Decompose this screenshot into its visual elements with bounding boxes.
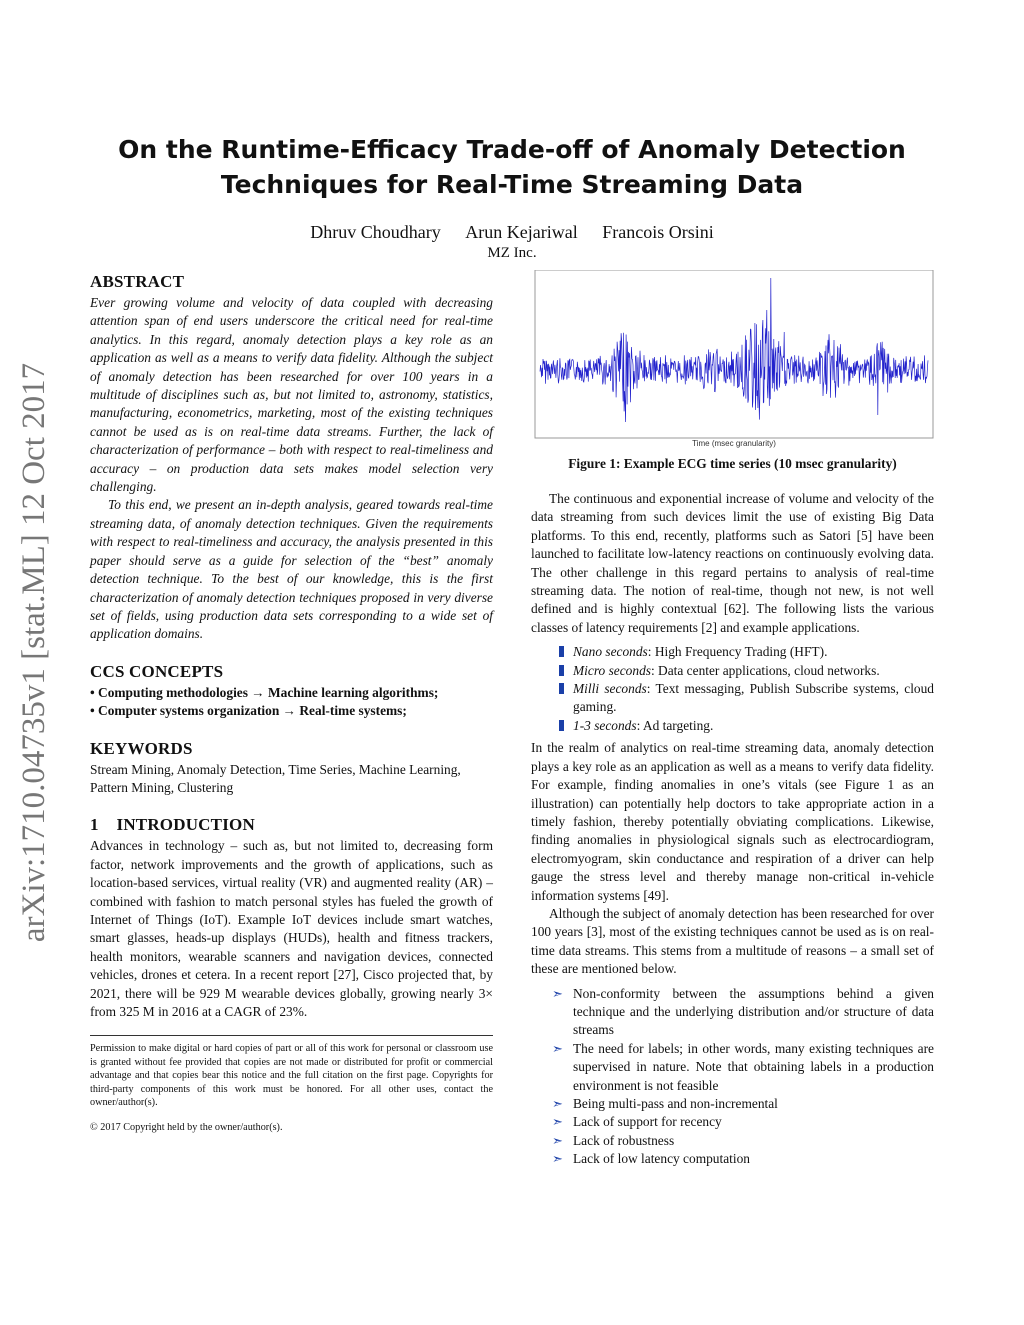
arrowhead-bullet-icon: ➣ <box>552 1040 563 1056</box>
ccs-line-1: • Computing methodologies → Machine learning algorithms; <box>90 684 439 700</box>
square-bullet-icon <box>559 665 564 676</box>
author-list <box>100 220 924 244</box>
ccs-heading: CCS CONCEPTS <box>90 661 224 681</box>
intro-heading: 1 INTRODUCTION <box>90 815 255 835</box>
intro-paragraph-1: Advances in technology – such as, but not limited to, decreasing form factor, network improvements and the growth of applications, such as location-based services, virtual reality (VR) and augmented reality (AR) – combined with fashion to match personal styles has fueled the growth of Internet of Things (IoT). Example IoT devices include smart watches, smart glasses, heads-up displays (HUDs), health and fitness trackers, health monitors, wearable scanners and navigation devices, connected vehicles, drones et cetera. In a recent report [27], Cisco projected that, by 2021, there will be 929 M wearable devices globally, growing nearly 3× from 325 M in 2016 at a CAGR of 23%. <box>90 838 493 1019</box>
ccs-line-2: • Computer systems organization → Real-time systems; <box>90 703 407 719</box>
author-1: Dhruv Choudhary <box>310 222 441 242</box>
copyright-notice: © 2017 Copyright held by the owner/author(s). <box>90 1122 283 1134</box>
footnote <box>90 1042 493 1134</box>
arxiv-stamp: arXiv:1710.04735v1 [stat.ML] 12 Oct 2017 <box>16 362 53 943</box>
keywords-text: Stream Mining, Anomaly Detection, Time Series, Machine Learning, Pattern Mining, Clustering <box>90 761 461 795</box>
paper-title <box>100 132 924 202</box>
ecg-chart <box>534 270 934 448</box>
arrowhead-bullet-icon: ➣ <box>552 1132 563 1148</box>
latency-list <box>531 643 934 735</box>
right-column <box>531 270 934 1169</box>
reason-item: ➣ The need for labels; in other words, many existing techniques are supervised in nature. Note that obtaining labels in a production environment is not feasible <box>552 1040 934 1093</box>
title-line-1: On the Runtime-Efficacy Trade-off of Anomaly Detection <box>118 135 906 164</box>
author-3: Francois Orsini <box>602 222 714 242</box>
permission-notice: Permission to make digital or hard copies of part or all of this work for personal or classroom use is granted without fee provided that copies are not made or distributed for profit or commercial advantage and that copies bear this notice and the full citation on the first page. Copyrights for third-party components of this work must be honored. For all other uses, contact the owner/author(s). <box>90 1043 493 1109</box>
reason-item: ➣ Being multi-pass and non-incremental <box>531 1095 934 1113</box>
author-2: Arun Kejariwal <box>465 222 578 242</box>
arrowhead-bullet-icon: ➣ <box>552 985 563 1001</box>
arrowhead-bullet-icon: ➣ <box>552 1151 563 1167</box>
latency-item: 1-3 seconds: Ad targeting. <box>531 717 934 735</box>
reasons-list <box>531 985 934 1169</box>
keywords-heading: KEYWORDS <box>90 738 193 758</box>
right-paragraph-1: The continuous and exponential increase of volume and velocity of the data streaming from such devices limit the use of existing Big Data platforms. To this end, recently, platforms such as Satori [5] have been launched to facilitate low-latency reactions on continuously evolving data. The other challenge in this regard pertains to analysis of real-time streaming data. The notion of real-time, though not new, is not well defined and is highly contextual [62]. The following lists the various classes of latency requirements [2] and example applications. <box>531 491 934 635</box>
x-axis-label: Time (msec granularity) <box>692 439 776 448</box>
square-bullet-icon <box>559 720 564 731</box>
abstract-paragraph-2: To this end, we present an in-depth analysis, geared towards real-time streaming data, of anomaly detection techniques. Given the requirements with respect to real-timeliness and accuracy, the analysis presented in this paper should serve as a guide for selection of the “best” anomaly detection technique. To the best of our knowledge, this is the first characterization of anomaly detection techniques proposed in very diverse set of fields, using production data sets corresponding to a wide set of application domains. <box>90 497 493 642</box>
abstract-heading: ABSTRACT <box>90 272 185 291</box>
arrowhead-bullet-icon: ➣ <box>552 1096 563 1111</box>
title-line-2: Techniques for Real-Time Streaming Data <box>220 170 804 199</box>
square-bullet-icon <box>559 646 564 657</box>
right-paragraph-2: In the realm of analytics on real-time streaming data, anomaly detection plays a key role as an application as well as a means to verify data fidelity. For example, finding anomalies in one’s vitals (see Figure 1 as an illustration) can potentially help doctors to take appropriate action in a timely fashion, thereby potentially obviating complications. Likewise, finding anomalies in physiological signals such as electrocardiogram, electromyogram, skin conductance and respiration of a driver can help gauge the stress level and thereby manage non-critical in-vehicle information systems [49]. <box>531 740 934 903</box>
left-column <box>90 270 493 1135</box>
arrowhead-bullet-icon: ➣ <box>552 1114 563 1130</box>
square-bullet-icon <box>559 683 564 694</box>
ecg-figure <box>534 270 934 448</box>
latency-item: Nano seconds: High Frequency Trading (HFT). <box>531 643 934 661</box>
abstract-paragraph-1: Ever growing volume and velocity of data coupled with decreasing attention span of end users underscore the critical need for real-time analytics. In this regard, anomaly detection plays a key role as an application as well as a means to verify data fidelity. Although the subject of anomaly detection has been researched for over 100 years in a multitude of disciplines such as, but not limited to, astronomy, statistics, manufacturing, econometrics, marketing, most of the existing techniques cannot be used as is on real-time data streams. Further, the lack of characterization of performance – both with respect to real-timeliness and accuracy – on production data sets makes model selection very challenging. <box>90 295 493 495</box>
reason-item: ➣ Lack of robustness <box>531 1132 934 1150</box>
reason-item: ➣ Lack of low latency computation <box>531 1150 934 1168</box>
figure-caption: Figure 1: Example ECG time series (10 msec granularity) <box>568 456 897 471</box>
right-paragraph-3: Although the subject of anomaly detection has been researched for over 100 years [3], most of the existing techniques cannot be used as is on real-time data streams. This stems from a multitude of reasons – a small set of these are mentioned below. <box>531 905 934 977</box>
ecg-series-line <box>540 278 928 422</box>
footnote-divider <box>90 1035 493 1036</box>
affiliation: MZ Inc. <box>487 245 537 261</box>
reason-item: ➣ Lack of support for recency <box>531 1113 934 1131</box>
chart-frame <box>535 270 933 438</box>
reason-item: ➣ Non-conformity between the assumptions behind a given technique and the underlying distribution and/or structure of data streams <box>552 985 934 1038</box>
latency-item: Milli seconds: Text messaging, Publish Subscribe systems, cloud gaming. <box>531 680 934 717</box>
latency-item: Micro seconds: Data center applications, cloud networks. <box>531 662 934 680</box>
